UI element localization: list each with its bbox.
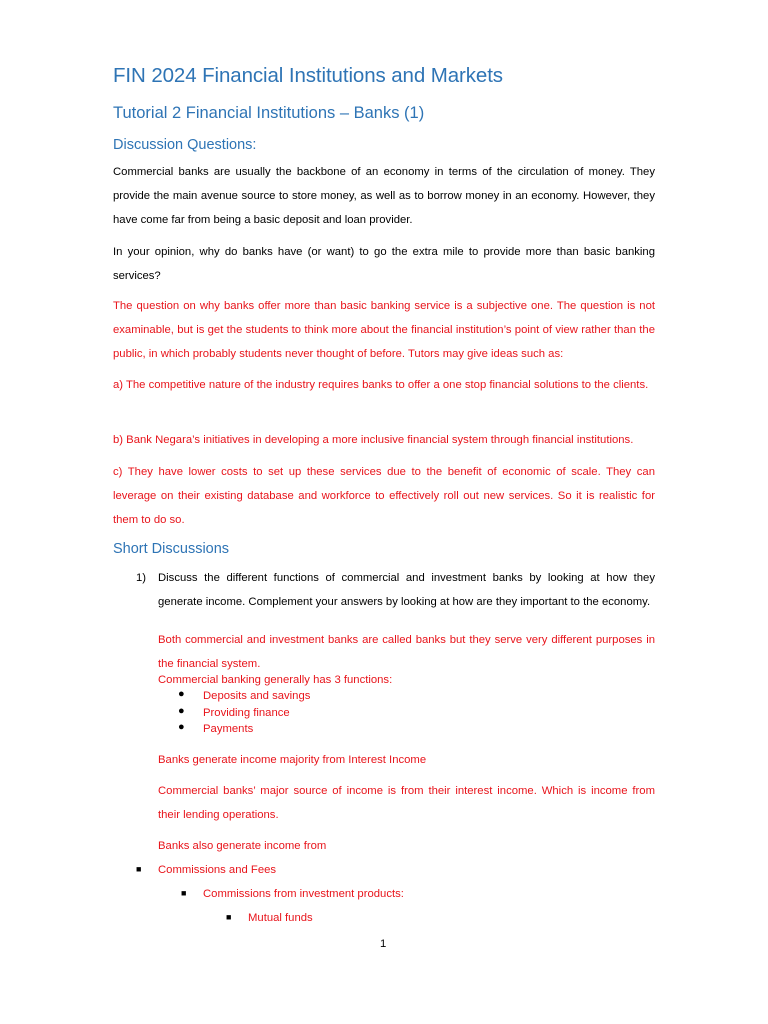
list-level-3: Mutual funds xyxy=(248,912,313,924)
document-title: FIN 2024 Financial Institutions and Markets xyxy=(113,64,503,87)
short-discussions-heading: Short Discussions xyxy=(113,541,230,557)
answer-intro: The question on why banks offer more than basic banking service is a subjective one. The question is not examinable, but is get the students to think more about the financial institution’s point of view rather than the public, in which probably students never thought of before. Tutors may give ideas such as: xyxy=(113,300,655,360)
question-1-text: Discuss the different functions of commercial and investment banks by looking at how they generate income. Complement your answers by looking at how are they important to the economy. xyxy=(158,572,655,608)
discussion-intro: Commercial banks are usually the backbone of an economy in terms of the circulation of money. They provide the main avenue source to store money, as well as to borrow money in an economy. However, they have come far from being a basic deposit and loan provider. xyxy=(113,166,655,226)
page-number: 1 xyxy=(380,938,387,950)
function-item: Payments xyxy=(203,723,254,735)
list-level-1: Commissions and Fees xyxy=(158,864,277,876)
discussion-heading: Discussion Questions: xyxy=(113,137,257,153)
function-item: Deposits and savings xyxy=(203,690,311,702)
answer-c: c) They have lower costs to set up these services due to the benefit of economic of scale. They can leverage on their existing database and workforce to effectively roll out new services. So it is realistic for them to do so. xyxy=(113,466,655,526)
answer-b: b) Bank Negara’s initiatives in developing a more inclusive financial system through financial institutions. xyxy=(113,434,634,446)
bullet-dot-icon: ● xyxy=(178,721,185,733)
discussion-question: In your opinion, why do banks have (or want) to go the extra mile to provide more than basic banking services? xyxy=(113,246,655,282)
major-income-text: Commercial banks’ major source of income is from their interest income. Which is income from their lending operations. xyxy=(158,785,655,821)
functions-heading: Commercial banking generally has 3 functions: xyxy=(158,674,393,686)
square-bullet-icon: ■ xyxy=(226,912,232,922)
function-item: Providing finance xyxy=(203,707,290,719)
answer-1-intro: Both commercial and investment banks are called banks but they serve very different purposes in the financial system. xyxy=(158,634,655,670)
bullet-dot-icon: ● xyxy=(178,688,185,700)
tutorial-subtitle: Tutorial 2 Financial Institutions – Banks (1) xyxy=(113,104,425,122)
also-income-text: Banks also generate income from xyxy=(158,840,327,852)
question-1-number: 1) xyxy=(136,572,147,584)
bullet-dot-icon: ● xyxy=(178,705,185,717)
list-level-2: Commissions from investment products: xyxy=(203,888,404,900)
answer-a: a) The competitive nature of the industry requires banks to offer a one stop financial solutions to the clients. xyxy=(113,379,649,391)
income-statement: Banks generate income majority from Interest Income xyxy=(158,754,427,766)
square-bullet-icon: ■ xyxy=(136,864,142,874)
square-bullet-icon: ■ xyxy=(181,888,187,898)
